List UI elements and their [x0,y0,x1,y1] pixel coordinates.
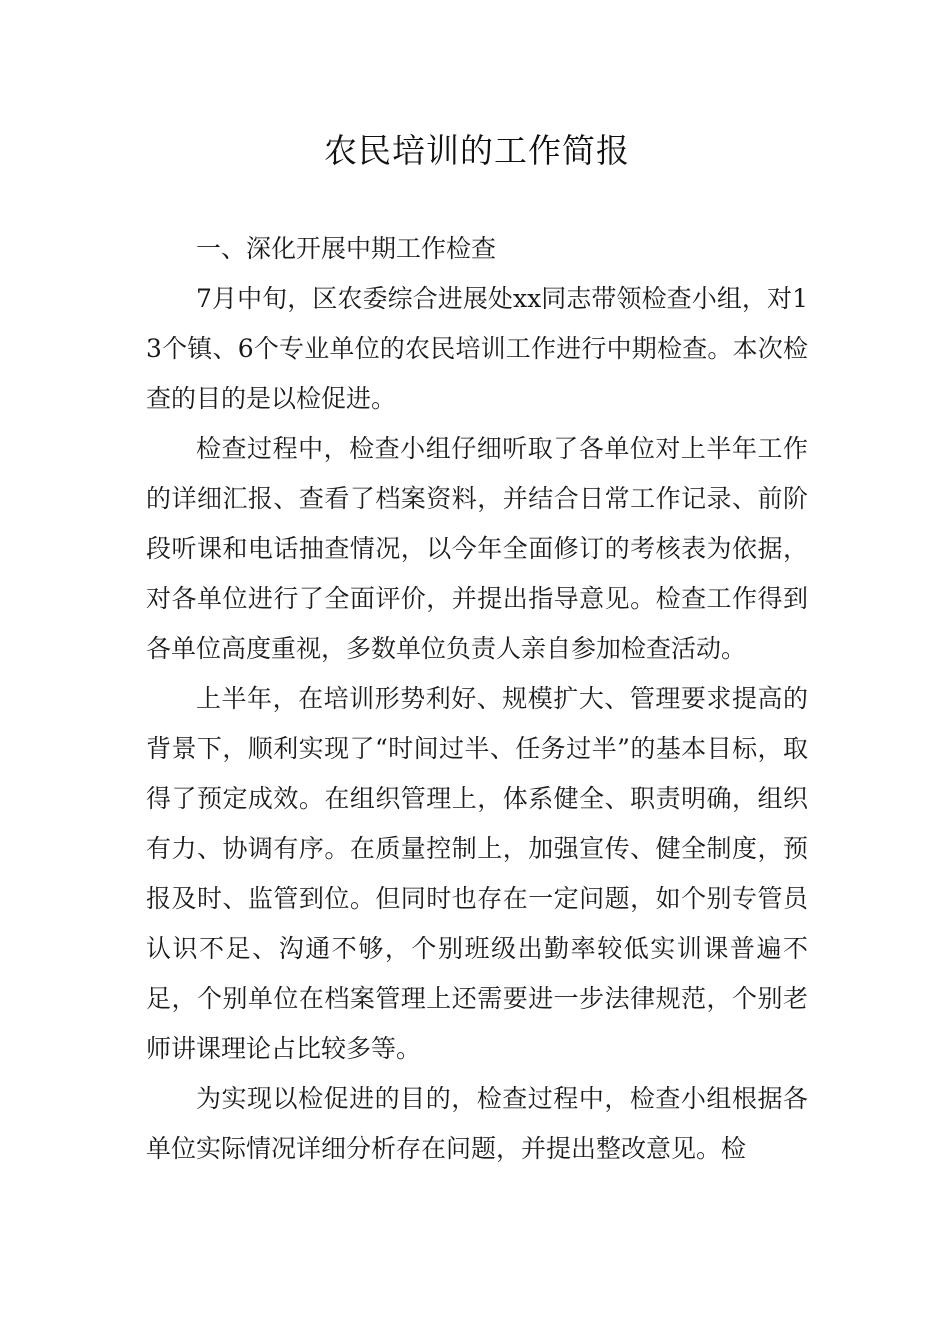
document-body [146,224,808,1174]
paragraph-2: 检查过程中，检查小组仔细听取了各单位对上半年工作的详细汇报、查看了档案资料，并结合日常工作记录、前阶段听课和电话抽查情况，以今年全面修订的考核表为依据，对各单位进行了全面评价，并提出指导意见。检查工作得到各单位高度重视，多数单位负责人亲自参加检查活动。 [146,434,808,663]
document-title: 农民培训的工作简报 [324,131,630,170]
section-heading: 一、深化开展中期工作检查 [196,234,497,263]
paragraph-4: 为实现以检促进的目的，检查过程中，检查小组根据各单位实际情况详细分析存在问题，并提出整改意见。检 [146,1084,808,1163]
document-page [146,0,808,1174]
paragraph-1: 7月中旬，区农委综合进展处xx同志带领检查小组，对13个镇、6个专业单位的农民培训工作进行中期检查。本次检查的目的是以检促进。 [146,284,808,413]
paragraph-3: 上半年，在培训形势利好、规模扩大、管理要求提高的背景下，顺利实现了“时间过半、任务过半”的基本目标，取得了预定成效。在组织管理上，体系健全、职责明确，组织有力、协调有序。在质量控制上，加强宣传、健全制度，预报及时、监管到位。但同时也存在一定问题，如个别专管员认识不足、沟通不够，个别班级出勤率较低实训课普遍不足，个别单位在档案管理上还需要进一步法律规范，个别老师讲课理论占比较多等。 [146,684,808,1063]
